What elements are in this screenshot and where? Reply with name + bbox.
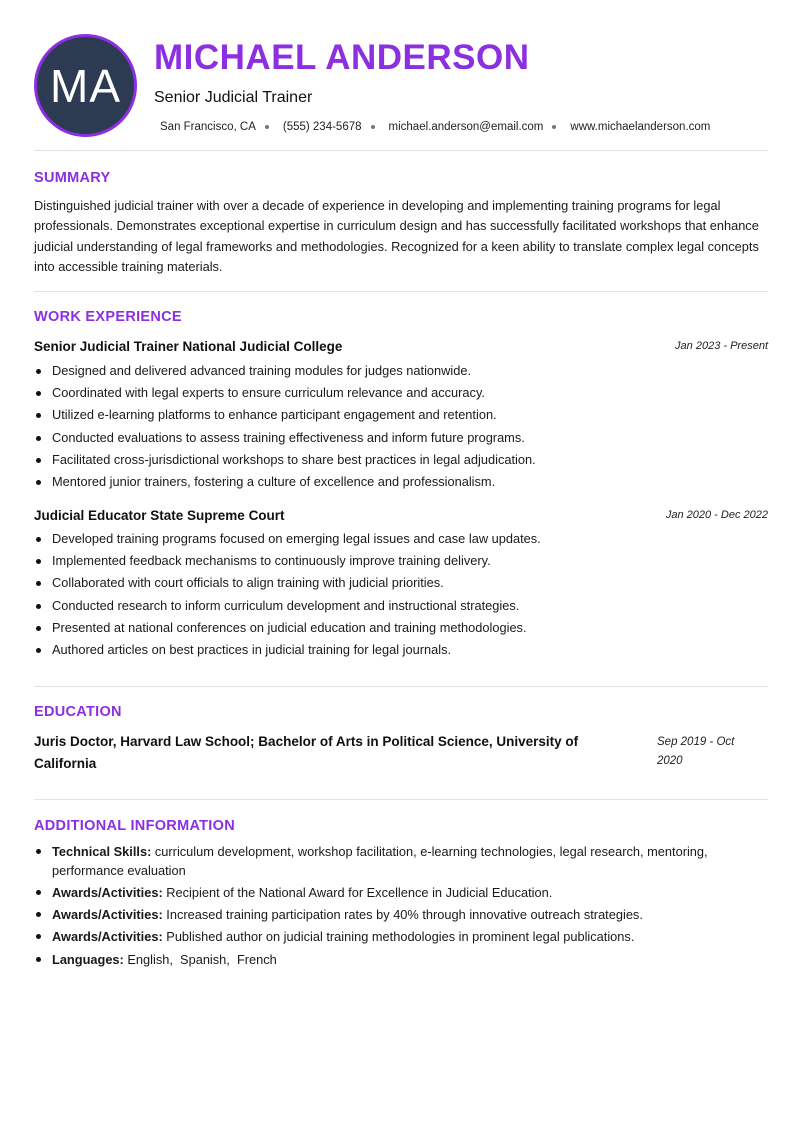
section-divider: [34, 291, 768, 292]
list-item: Conducted research to inform curriculum development and instructional strategies.: [52, 595, 768, 617]
list-item: Mentored junior trainers, fostering a culture of excellence and professionalism.: [52, 471, 768, 493]
list-item: Conducted evaluations to assess training effectiveness and inform future programs.: [52, 427, 768, 449]
contact-location: San Francisco, CA: [160, 121, 256, 133]
info-label: Awards/Activities:: [52, 885, 163, 900]
separator-dot-icon: [552, 125, 556, 129]
additional-list: [52, 842, 752, 972]
job-dates: Jan 2023 - Present: [675, 340, 768, 352]
info-label: Awards/Activities:: [52, 929, 163, 944]
job-header: [34, 507, 768, 527]
job-bullets: [52, 360, 768, 493]
candidate-title: Senior Judicial Trainer: [154, 89, 313, 106]
section-divider: [34, 799, 768, 800]
avatar: [34, 34, 137, 137]
list-item: Utilized e-learning platforms to enhance participant engagement and retention.: [52, 404, 768, 426]
list-item: [52, 883, 752, 902]
list-item: Coordinated with legal experts to ensure curriculum relevance and accuracy.: [52, 382, 768, 404]
list-item: [52, 950, 752, 969]
contact-website[interactable]: www.michaelanderson.com: [570, 121, 711, 133]
list-item: Authored articles on best practices in judicial training for legal journals.: [52, 639, 768, 661]
info-text: curriculum development, workshop facilitation, e-learning technologies, legal research, mentoring, performance evaluation: [52, 844, 708, 878]
job-role: Senior Judicial Trainer National Judicial College: [34, 339, 343, 354]
info-text: Recipient of the National Award for Excellence in Judicial Education.: [166, 885, 553, 900]
contact-phone: (555) 234-5678: [282, 121, 362, 133]
language-item: , Spanish: [169, 952, 226, 967]
list-item: Designed and delivered advanced training modules for judges nationwide.: [52, 360, 768, 382]
resume-header: [34, 34, 768, 138]
education-dates: Sep 2019 - Oct 2020: [657, 736, 735, 767]
list-item: Collaborated with court officials to align training with judicial priorities.: [52, 572, 768, 594]
separator-dot-icon: [265, 125, 269, 129]
experience-heading: WORK EXPERIENCE: [34, 309, 182, 325]
list-item: Implemented feedback mechanisms to continuously improve training delivery.: [52, 550, 768, 572]
job-dates: Jan 2020 - Dec 2022: [665, 509, 768, 521]
list-item: Facilitated cross-jurisdictional workshops to share best practices in legal adjudication.: [52, 449, 768, 471]
job-header: [34, 338, 768, 358]
summary-heading: SUMMARY: [34, 170, 111, 186]
list-item: Presented at national conferences on judicial education and training methodologies.: [52, 617, 768, 639]
info-label: Awards/Activities:: [52, 907, 163, 922]
additional-heading: ADDITIONAL INFORMATION: [34, 818, 235, 834]
section-divider: [34, 686, 768, 687]
info-label: Technical Skills:: [52, 844, 152, 859]
separator-dot-icon: [371, 125, 375, 129]
contact-email[interactable]: michael.anderson@email.com: [388, 121, 544, 133]
info-label: Languages:: [52, 952, 124, 967]
list-item: Developed training programs focused on emerging legal issues and case law updates.: [52, 528, 768, 550]
contact-line: [160, 121, 710, 133]
education-degree: Juris Doctor, Harvard Law School; Bachelor of Arts in Political Science, University of California: [34, 734, 579, 771]
info-text: Increased training participation rates by 40% through innovative outreach strategies.: [166, 907, 643, 922]
job-bullets: [52, 528, 768, 661]
list-item: [52, 842, 752, 880]
education-entry: [34, 731, 768, 775]
candidate-name: MICHAEL ANDERSON: [154, 38, 530, 77]
info-text: Published author on judicial training methodologies in prominent legal publications.: [166, 929, 635, 944]
summary-text: Distinguished judicial trainer with over a decade of experience in developing and implementing training programs for legal professionals. Demonstrates exceptional expertise in curriculum design and has successfully facilitated workshops that enhance judicial understanding of legal frameworks and methodologies. Recognized for a keen ability to translate complex legal concepts into accessible training materials.: [34, 198, 759, 274]
language-item: English: [127, 952, 170, 967]
list-item: [52, 905, 752, 924]
avatar-initials: MA: [50, 59, 121, 112]
language-item: , French: [226, 952, 277, 967]
job-role: Judicial Educator State Supreme Court: [34, 508, 285, 523]
languages-list: [127, 952, 276, 967]
section-divider: [34, 150, 768, 151]
list-item: [52, 927, 752, 946]
education-heading: EDUCATION: [34, 704, 122, 720]
